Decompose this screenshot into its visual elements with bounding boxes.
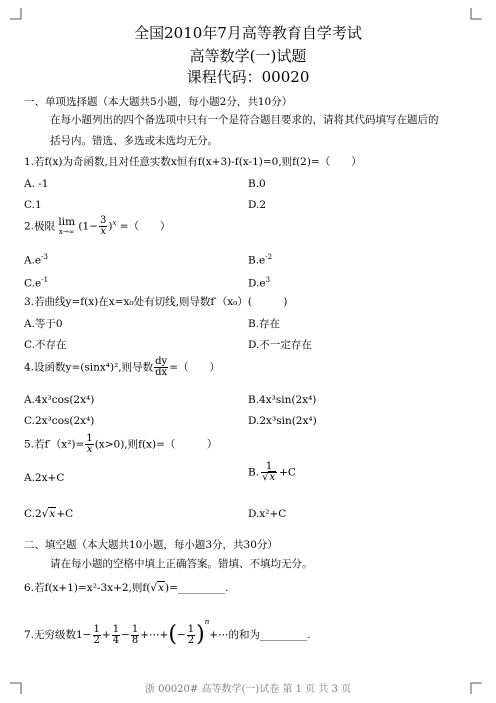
q5-option-d: D.x²+C [248, 508, 287, 520]
q5-option-b: B. $\frac{1}{√x}$ +C [248, 461, 296, 483]
q4-option-d: D.2x³sin(2x⁴) [248, 415, 317, 427]
q1-option-b: B.0 [248, 178, 266, 190]
q1-stem: 1.若f(x)为奇函数,且对任意实数x恒有f(x+3)-f(x-1)=0,则f(2)=（ ） [24, 156, 362, 168]
q2-option-d: $D.e^3$ [248, 276, 271, 290]
q3-option-a: A.等于0 [24, 318, 63, 330]
q5-frac-den: x [86, 444, 93, 455]
q2-prefix: 2.极限 [24, 220, 56, 233]
q2-suffix: =（ ） [116, 220, 171, 233]
q2-frac-num: 3 [99, 215, 107, 226]
q6-stem: 6.若f(x+1)=x²-3x+2,则f(√x)=_________. [24, 582, 229, 594]
q5-option-c: C.2√x+C [24, 508, 74, 520]
q5-option-a: A.2x+C [24, 472, 65, 484]
q1-option-a: A. -1 [24, 178, 49, 190]
subject-title: 高等数学(一)试题 [189, 47, 307, 65]
section2-heading: 二、填空题（本大题共10小题，每小题3分，共30分） [24, 539, 278, 551]
q5-suffix: (x>0),则f(x)=（ ） [94, 438, 218, 451]
q4-suffix: =（ ） [169, 361, 221, 374]
q2-exponent: x [112, 219, 117, 227]
q4-fraction [154, 357, 168, 378]
q4-frac-den: dx [155, 367, 168, 378]
section1-instruction-1: 在每小题列出的四个备选项中只有一个是符合题目要求的，请将其代码填写在题后的 [50, 114, 439, 126]
section1-instruction-2: 括号内。错选、多选或未选均无分。 [50, 135, 218, 147]
q5-stem [24, 434, 217, 455]
q4-frac-num: dy [155, 356, 168, 367]
q4-option-c: C.2x³cos(2x⁴) [24, 415, 95, 427]
q2-option-c: $C.e^{-1}$ [24, 276, 49, 290]
section2-instruction: 请在每小题的空格中填上正确答案。错填、不填均无分。 [50, 558, 313, 570]
q2-expr-close: ) [108, 220, 113, 233]
q1-option-d: D.2 [248, 199, 267, 211]
q4-option-a: A.4x³cos(2x⁴) [24, 394, 95, 406]
q2-lim-sub: x→∞ [58, 227, 75, 236]
q4-option-b: B.4x³sin(2x⁴) [248, 394, 317, 406]
q2-expr-open: (1− [78, 220, 98, 233]
q2-option-a: $A.e^{-3}$ [24, 253, 48, 267]
q1-option-c: C.1 [24, 199, 42, 211]
q2-lim-word: lim [58, 215, 76, 228]
q5-fraction [85, 434, 93, 455]
corner-mark-top-right [470, 8, 482, 20]
q3-stem: 3.若曲线y=f(x)在x=x₀处有切线,则导数f′（x₀）( ) [24, 296, 288, 308]
q3-option-c: C.不存在 [24, 339, 67, 351]
q3-option-d: D.不一定存在 [248, 339, 312, 351]
q7-stem: 7.无穷级数1− $\frac{1}{2}$ + $\frac{1}{4}$ − $\frac{1}{8}$ +⋯+(− $\frac{1}{2}$ )$^n$+⋯的和为_________. [24, 618, 311, 647]
section1-heading: 一、单项选择题（本大题共5小题，每小题2分，共10分） [24, 96, 293, 108]
page-footer: 浙 00020# 高等数学(一)试卷 第 1 页 共 3 页 [144, 684, 352, 695]
q2-option-b: $B.e^{-2}$ [248, 253, 273, 267]
q3-option-b: B.存在 [248, 318, 281, 330]
q2-fraction [99, 216, 107, 237]
q5-frac-num: 1 [86, 433, 93, 444]
q4-prefix: 4.设函数y=(sinx⁴)²,则导数 [24, 361, 154, 374]
q2-limit [58, 217, 75, 237]
exam-title: 全国2010年7月高等教育自学考试 [134, 24, 362, 42]
q5-prefix: 5.若f′（x²)= [24, 438, 85, 451]
q2-frac-den: x [100, 226, 106, 237]
corner-mark-top-left [10, 8, 22, 20]
course-code: 课程代码：00020 [186, 68, 310, 86]
q4-stem [24, 357, 220, 378]
q2-stem [24, 216, 171, 237]
